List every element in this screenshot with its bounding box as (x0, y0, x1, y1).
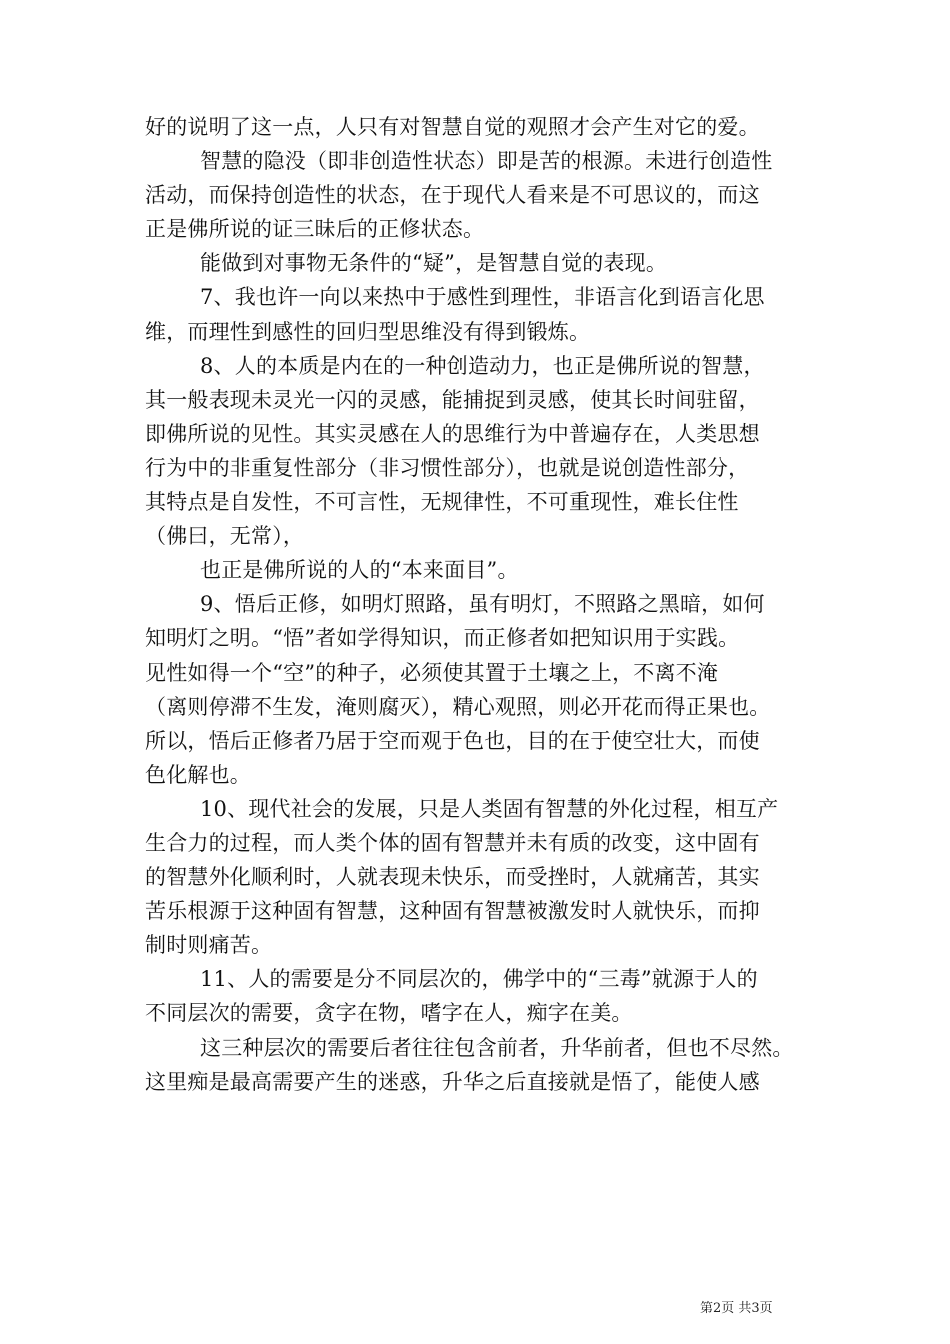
document-page (145, 110, 815, 1270)
text-line: 制时则痛苦。 (145, 933, 273, 958)
text-line: 这三种层次的需要后者往往包含前者，升华前者，但也不尽然。 (200, 1035, 794, 1060)
text-line: 不同层次的需要，贪字在物，嗜字在人，痴字在美。 (145, 1001, 633, 1026)
text-line: 这里痴是最高需要产生的迷惑，升华之后直接就是悟了，能使人感 (145, 1069, 760, 1094)
text-line: 的智慧外化顺利时，人就表现未快乐，而受挫时，人就痛苦，其实 (145, 865, 760, 890)
text-line: 11、人的需要是分不同层次的，佛学中的“三毒”就源于人的 (200, 967, 758, 992)
text-line: （佛曰，无常）， (145, 524, 305, 549)
text-line: 所以，悟后正修者乃居于空而观于色也，目的在于使空壮大，而使 (145, 728, 760, 753)
text-line: 7、我也许一向以来热中于感性到理性，非语言化到语言化思 (200, 285, 765, 310)
text-line: （离则停滞不生发，淹则腐灭），精心观照，则必开花而得正果也。 (145, 694, 771, 719)
text-line: 也正是佛所说的人的“本来面目”。 (200, 558, 519, 583)
text-line: 色化解也。 (145, 762, 251, 787)
text-line: 能做到对事物无条件的“疑”，是智慧自觉的表现。 (200, 251, 668, 276)
text-line: 见性如得一个“空”的种子，必须使其置于土壤之上，不离不淹 (145, 660, 719, 685)
text-line: 其特点是自发性，不可言性，无规律性，不可重现性，难长住性 (145, 490, 739, 515)
text-line: 维，而理性到感性的回归型思维没有得到锻炼。 (145, 319, 591, 344)
text-line: 行为中的非重复性部分（非习惯性部分），也就是说创造性部分， (145, 455, 750, 480)
text-line: 生合力的过程，而人类个体的固有智慧并未有质的改变，这中固有 (145, 830, 760, 855)
text-line: 正是佛所说的证三昧后的正修状态。 (145, 217, 485, 242)
text-line: 好的说明了这一点，人只有对智慧自觉的观照才会产生对它的爱。 (145, 115, 760, 139)
text-line: 苦乐根源于这种固有智慧，这种固有智慧被激发时人就快乐，而抑 (145, 899, 760, 924)
text-line: 其一般表现未灵光一闪的灵感，能捕捉到灵感，使其长时间驻留， (145, 387, 760, 412)
page-number-footer: 第2页 共3页 (700, 1301, 773, 1316)
text-line: 知明灯之明。“悟”者如学得知识，而正修者如把知识用于实践。 (145, 626, 740, 651)
text-line: 8、人的本质是内在的一种创造动力，也正是佛所说的智慧， (200, 353, 765, 378)
text-line: 10、现代社会的发展，只是人类固有智慧的外化过程，相互产 (200, 796, 779, 821)
text-line: 活动，而保持创造性的状态，在于现代人看来是不可思议的，而这 (145, 183, 760, 208)
text-line: 智慧的隐没（即非创造性状态）即是苦的根源。未进行创造性 (200, 149, 773, 174)
text-line: 9、悟后正修，如明灯照路，虽有明灯，不照路之黑暗，如何 (200, 592, 765, 617)
text-line: 即佛所说的见性。其实灵感在人的思维行为中普遍存在，人类思想 (145, 421, 760, 446)
